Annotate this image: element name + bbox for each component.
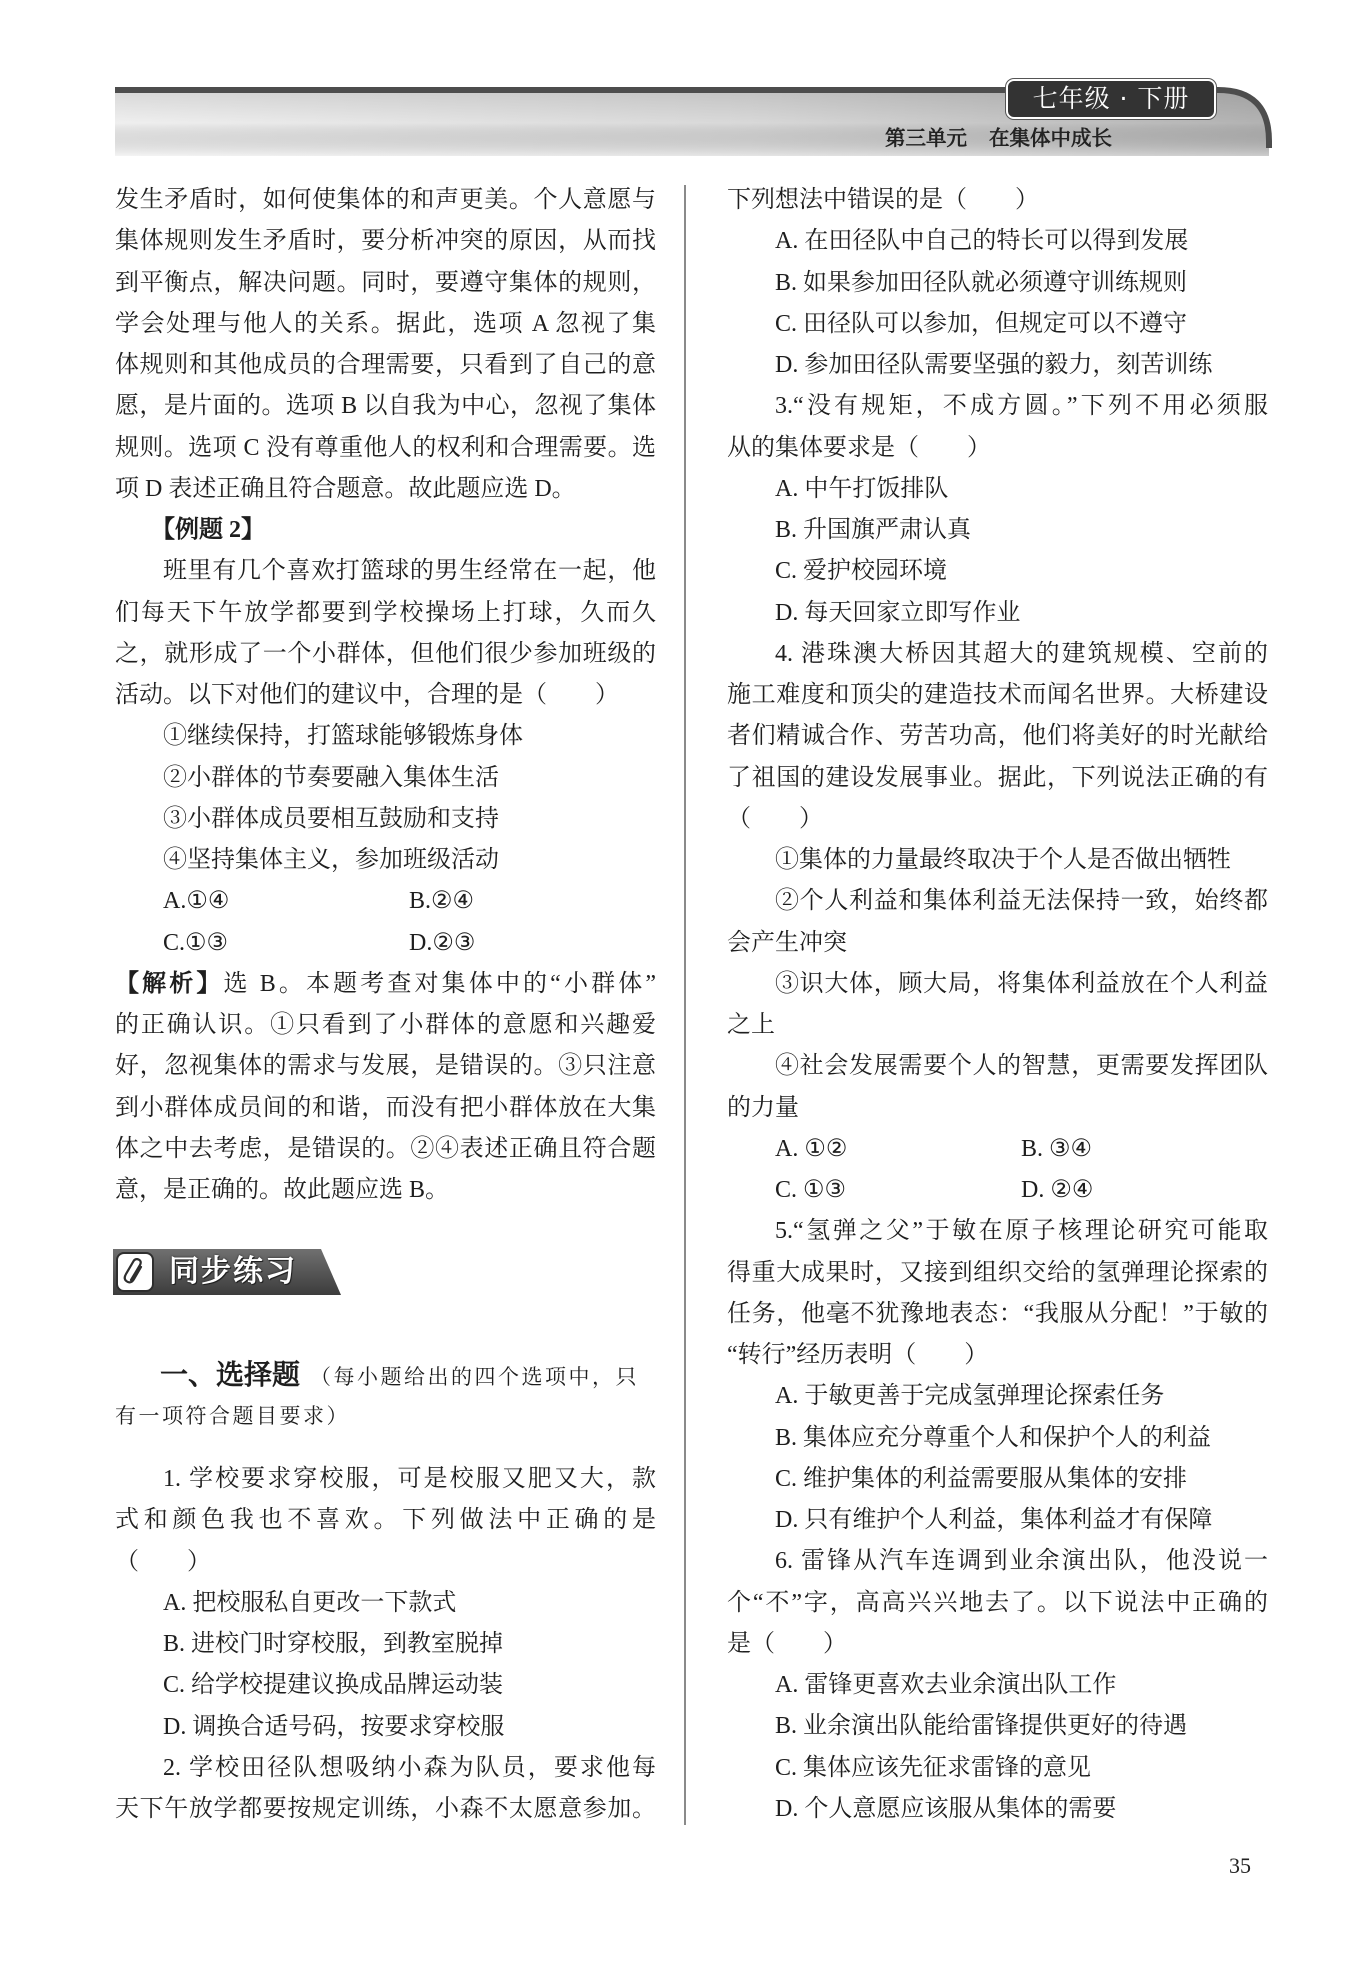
- option-item: D. ②④: [1021, 1177, 1094, 1203]
- analysis-text-line: 发生矛盾时，如何使集体的和声更美。个人意愿与: [115, 187, 656, 213]
- analysis-text-line: 愿，是片面的。选项 B 以自我为中心，忽视了集体: [115, 393, 656, 420]
- question-stem-line: 下列想法中错误的是（ ）: [727, 187, 1039, 213]
- question-stem-line: 1. 学校要求穿校服，可是校服又肥又大，款: [163, 1466, 656, 1492]
- analysis-text-line: 项 D 表述正确且符合题意。故此题应选 D。: [115, 475, 576, 502]
- section-note-line: [115, 1396, 350, 1437]
- option-item: C. 集体应该先征求雷锋的意见: [775, 1754, 1092, 1781]
- option-item: A. 在田径队中自己的特长可以得到发展: [775, 228, 1189, 255]
- question-stem-line: 5.“氢弹之父”于敏在原子核理论研究可能取: [775, 1218, 1268, 1245]
- unit-title: 在集体中成长: [989, 126, 1112, 150]
- option-item: A. 中午打饭排队: [775, 475, 949, 502]
- question-stem-line: 得重大成果时，又接到组织交给的氢弹理论探索的: [727, 1259, 1268, 1286]
- option-item: A. ①②: [775, 1135, 848, 1162]
- question-stem-line: 个“不”字，高高兴兴地去了。以下说法中正确的: [727, 1589, 1268, 1616]
- statement-item-continued: 的力量: [727, 1094, 799, 1121]
- solution-text-line: 到小群体成员间的和谐，而没有把小群体放在大集: [115, 1094, 656, 1121]
- question-stem-line: 者们精诚合作、劳苦功高，他们将美好的时光献给: [727, 723, 1268, 750]
- option-item: A. 于敏更善于完成氢弹理论探索任务: [775, 1383, 1165, 1410]
- option-item: D.②③: [409, 929, 476, 956]
- question-stem-line: 式和颜色我也不喜欢。下列做法中正确的是: [115, 1507, 656, 1534]
- statement-item: ②小群体的节奏要融入集体生活: [163, 764, 499, 791]
- option-row: [115, 923, 656, 964]
- statement-item-continued: 会产生冲突: [727, 929, 847, 956]
- question-stem-line: 任务，他毫不犹豫地表态：“我服从分配！”于敏的: [727, 1300, 1268, 1327]
- option-item: B. 业余演出队能给雷锋提供更好的待遇: [775, 1713, 1188, 1740]
- grade-volume-tab: 七年级 · 下册: [1006, 79, 1216, 119]
- question-stem-line: 了祖国的建设发展事业。据此，下列说法正确的有: [727, 764, 1268, 791]
- analysis-text-line: 规则。选项 C 没有尊重他人的权利和合理需要。选: [115, 434, 656, 461]
- solution-text-line: [115, 964, 656, 1005]
- option-item: B. ③④: [1021, 1135, 1093, 1162]
- question-stem-line: 3.“没有规矩，不成方圆。”下列不用必须服: [775, 393, 1268, 420]
- question-stem-line: 4. 港珠澳大桥因其超大的建筑规模、空前的: [775, 640, 1268, 667]
- solution-text: 选 B。本题考查对集体中的“小群体”: [223, 970, 657, 997]
- option-item: C. 爱护校园环境: [775, 558, 948, 585]
- option-item: C. ①③: [775, 1177, 847, 1203]
- option-item: B. 集体应充分尊重个人和保护个人的利益: [775, 1424, 1212, 1451]
- example-stem-line: 活动。以下对他们的建议中，合理的是（ ）: [115, 682, 619, 708]
- section-note: 有一项符合题目要求）: [115, 1404, 350, 1428]
- solution-text-line: 体之中去考虑，是错误的。②④表述正确且符合题: [115, 1135, 656, 1162]
- option-item: D. 调换合适号码，按要求穿校服: [163, 1713, 505, 1740]
- option-item: C. 田径队可以参加，但规定可以不遵守: [775, 310, 1188, 337]
- statement-item: ②个人利益和集体利益无法保持一致，始终都: [775, 888, 1268, 915]
- example-stem-line: 班里有几个喜欢打篮球的男生经常在一起，他: [163, 558, 656, 585]
- option-item: A.①④: [163, 888, 230, 915]
- question-stem-line: 是（ ）: [727, 1630, 847, 1657]
- option-row: [727, 1129, 1268, 1170]
- option-item: A. 雷锋更喜欢去业余演出队工作: [775, 1672, 1117, 1698]
- option-item: D. 个人意愿应该服从集体的需要: [775, 1795, 1117, 1822]
- paperclip-icon: [116, 1252, 154, 1292]
- unit-number: 第三单元: [885, 126, 967, 150]
- option-row: [115, 881, 656, 922]
- analysis-text-line: 学会处理与他人的关系。据此，选项 A 忽视了集: [115, 310, 656, 337]
- practice-banner: [113, 1249, 341, 1295]
- column-divider: [684, 185, 686, 1825]
- option-row: [727, 1170, 1268, 1211]
- solution-label: 【解析】: [115, 970, 224, 997]
- statement-item: ④坚持集体主义，参加班级活动: [163, 847, 499, 873]
- section-title: 一、选择题: [160, 1358, 301, 1391]
- question-stem-line: “转行”经历表明（ ）: [727, 1342, 989, 1368]
- statement-item: ④社会发展需要个人的智慧，更需要发挥团队: [775, 1053, 1268, 1080]
- right-column: [727, 180, 1268, 1830]
- answer-blank: （ ）: [727, 805, 823, 832]
- option-item: B. 进校门时穿校服，到教室脱掉: [163, 1631, 504, 1657]
- analysis-text-line: 体规则和其他成员的合理需要，只看到了自己的意: [115, 352, 656, 378]
- section-note: （每小题给出的四个选项中，只: [310, 1365, 640, 1389]
- page-number: 35: [1229, 1853, 1251, 1878]
- option-item: A. 把校服私自更改一下款式: [163, 1589, 457, 1616]
- option-item: D. 参加田径队需要坚强的毅力，刻苦训练: [775, 352, 1213, 378]
- option-item: C. 给学校提建议换成品牌运动装: [163, 1672, 504, 1699]
- left-column-lower: [115, 1459, 656, 1830]
- question-stem-line: 6. 雷锋从汽车连调到业余演出队，他没说一: [775, 1548, 1268, 1575]
- option-item: B.②④: [409, 888, 475, 915]
- option-item: C.①③: [163, 929, 229, 956]
- question-stem-line: 施工难度和顶尖的建造技术而闻名世界。大桥建设: [727, 682, 1268, 708]
- question-stem-line: 2. 学校田径队想吸纳小森为队员，要求他每: [163, 1754, 656, 1781]
- example-heading: [115, 510, 656, 551]
- option-item: D. 每天回家立即写作业: [775, 599, 1021, 626]
- statement-item-continued: 之上: [727, 1012, 775, 1038]
- option-item: B. 升国旗严肃认真: [775, 517, 972, 543]
- analysis-text-line: 到平衡点，解决问题。同时，要遵守集体的规则，: [115, 269, 656, 296]
- section-heading: [160, 1353, 639, 1397]
- statement-item: ③识大体，顾大局，将集体利益放在个人利益: [775, 970, 1268, 997]
- example-stem-line: 之，就形成了一个小群体，但他们很少参加班级的: [115, 640, 656, 667]
- solution-text-line: 的正确认识。①只看到了小群体的意愿和兴趣爱: [115, 1012, 656, 1038]
- answer-blank: （ ）: [115, 1548, 211, 1575]
- option-item: C. 维护集体的利益需要服从集体的安排: [775, 1465, 1188, 1492]
- question-stem-line: 天下午放学都要按规定训练，小森不太愿意参加。: [115, 1796, 656, 1822]
- analysis-text-line: 集体规则发生矛盾时，要分析冲突的原因，从而找: [115, 228, 656, 255]
- statement-item: ③小群体成员要相互鼓励和支持: [163, 805, 499, 832]
- solution-text-line: 意，是正确的。故此题应选 B。: [115, 1177, 450, 1203]
- solution-text-line: 好，忽视集体的需求与发展，是错误的。③只注意: [115, 1053, 656, 1080]
- example-stem-line: 们每天下午放学都要到学校操场上打球，久而久: [115, 599, 656, 626]
- statement-item: ①继续保持，打篮球能够锻炼身体: [163, 723, 523, 750]
- option-item: D. 只有维护个人利益，集体利益才有保障: [775, 1507, 1213, 1533]
- statement-item: ①集体的力量最终取决于个人是否做出牺牲: [775, 847, 1231, 873]
- banner-title: 同步练习: [169, 1254, 297, 1289]
- unit-heading: [885, 124, 1112, 152]
- left-column-upper: [115, 180, 656, 1211]
- question-stem-line: 从的集体要求是（ ）: [727, 434, 991, 461]
- option-item: B. 如果参加田径队就必须遵守训练规则: [775, 269, 1188, 296]
- example-label: 【例题 2】: [151, 517, 265, 543]
